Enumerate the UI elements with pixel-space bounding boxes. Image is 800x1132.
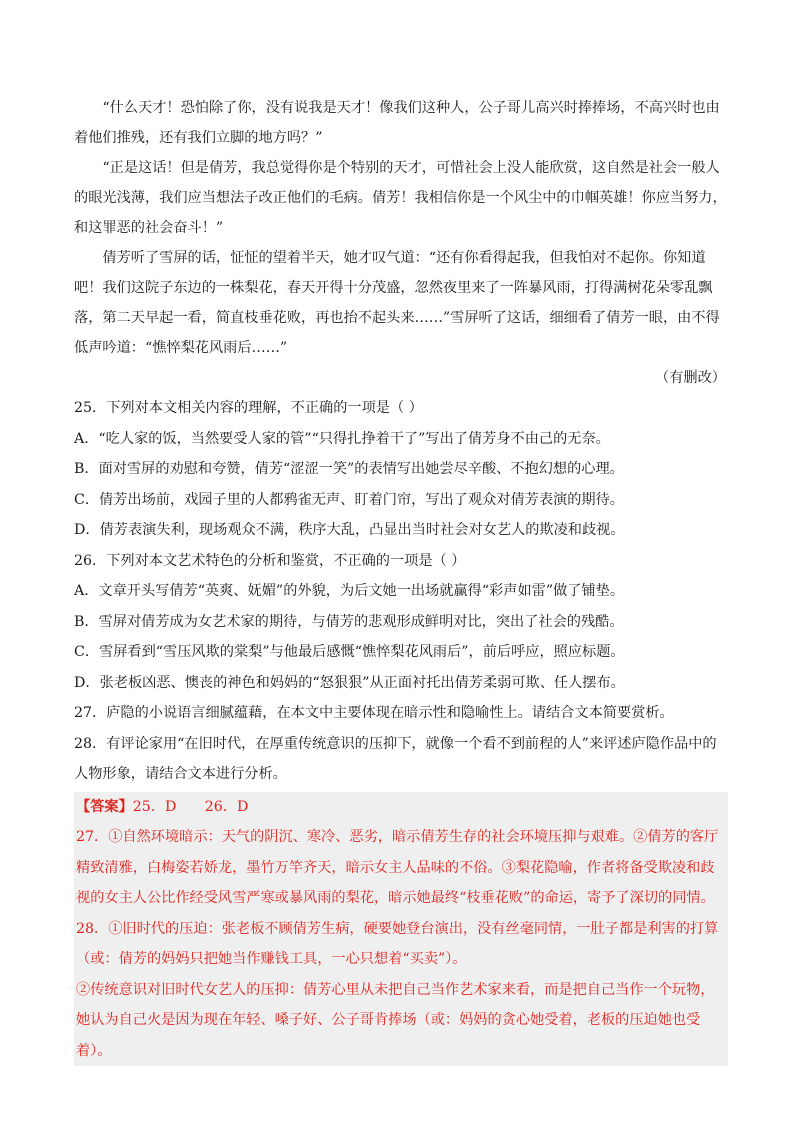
answer-28-part-2: ②传统意识对旧时代女艺人的压抑：倩芳心里从未把自己当作艺术家来看，而是把自己当作一个玩物，她认为自己火是因为现在年轻、嗓子好、公子哥肯捧场（或：妈妈的贪心她受着，老板的压迫她也受着）。 bbox=[76, 981, 715, 1059]
answer-27: 27．①自然环境暗示：天气的阴沉、寒冷、恶劣，暗示倩芳生存的社会环境压抑与艰难。②倩芳的客厅精致清雅，白梅姿若娇龙，墨竹万竿齐天，暗示女主人品味的不俗。③梨花隐喻，作者将备受欺凌和歧视的女主人公比作经受风雪严寒或暴风雨的梨花，暗示她最终“枝垂花败”的命运，寄予了深切的同情。 bbox=[76, 829, 719, 906]
q26-option-c: C．雪屏看到“雪压风欺的棠梨”与他最后感慨“憔悴梨花风雨后”，前后呼应，照应标题。 bbox=[74, 644, 625, 660]
q26-option-d: D．张老板凶恶、懊丧的神色和妈妈的“怒狠狠”从正面衬托出倩芳柔弱可欺、任人摆布。 bbox=[74, 674, 625, 691]
q25-option-d: D．倩芳表演失利，现场观众不满，秩序大乱，凸显出当时社会对女艺人的欺凌和歧视。 bbox=[74, 522, 625, 538]
answer-header bbox=[76, 792, 726, 823]
q25-option-a: A．“吃人家的饭，当然要受人家的管”“只得扎挣着干了”写出了倩芳身不由己的无奈。 bbox=[74, 430, 610, 447]
answer-block bbox=[74, 792, 728, 1067]
q25-option-c: C．倩芳出场前，戏园子里的人都鸦雀无声、盯着门帘，写出了观众对倩芳表演的期待。 bbox=[74, 491, 624, 508]
passage-paragraph-3: 倩芳听了雪屏的话，怔怔的望着半天，她才叹气道：“还有你看得起我，但我怕对不起你。你知道吧！我们这院子东边的一株梨花，春天开得十分茂盛，忽然夜里来了一阵暴风雨，打得满树花朵零乱飘落，第二天早起一看，简直枝垂花败，再也抬不起头来……”雪屏听了这话，细细看了倩芳一眼，由不得低声吟道：“憔悴梨花风雨后……” bbox=[74, 250, 720, 356]
q26-option-a: A．文章开头写倩芳“英爽、妩媚”的外貌，为后文她一出场就赢得“彩声如雷”做了铺垫。 bbox=[74, 583, 625, 599]
question-26: 26．下列对本文艺术特色的分析和鉴赏，不正确的一项是（ ） bbox=[74, 552, 466, 569]
document-page bbox=[74, 93, 728, 1066]
q26-option-b: B．雪屏对倩芳成为女艺术家的期待，与倩芳的悲观形成鲜明对比，突出了社会的残酷。 bbox=[74, 613, 624, 630]
passage-paragraph-1: “什么天才！恐怕除了你，没有说我是天才！像我们这种人，公子哥儿高兴时捧捧场，不高兴时也由着他们推残，还有我们立脚的地方吗？” bbox=[74, 100, 720, 146]
passage-paragraph-2: “正是这话！但是倩芳，我总觉得你是个特别的天才，可惜社会上没人能欣赏，这自然是社会一般人的眼光浅薄，我们应当想法子改正他们的毛病。倩芳！我相信你是一个风尘中的巾帼英雄！你应当努力，和这罪恶的社会奋斗！” bbox=[74, 160, 727, 236]
q25-option-b: B．面对雪屏的劝慰和夸赞，倩芳“涩涩一笑”的表情写出她尝尽辛酸、不抱幻想的心理。 bbox=[74, 461, 624, 477]
answer-tag: 【答案】 bbox=[76, 798, 133, 815]
question-28: 28．有评论家用“在旧时代，在厚重传统意识的压抑下，就像一个看不到前程的人”来评述庐隐作品中的人物形象，请结合文本进行分析。 bbox=[74, 735, 717, 782]
source-note: （有删改） bbox=[655, 370, 726, 386]
question-27: 27．庐隐的小说语言细腻蕴藉，在本文中主要体现在暗示性和隐喻性上。请结合文本简要赏析。 bbox=[74, 705, 674, 721]
answer-28-part-1: 28．①旧时代的压迫：张老板不顾倩芳生病，硬要她登台演出，没有丝毫同情，一肚子都是利害的打算（或：倩芳的妈妈只把她当作赚钱工具，一心只想着“买卖”）。 bbox=[76, 920, 719, 967]
question-25: 25．下列对本文相关内容的理解，不正确的一项是（ ） bbox=[74, 400, 423, 416]
choice-answers: 25．D 26．D bbox=[132, 798, 249, 815]
